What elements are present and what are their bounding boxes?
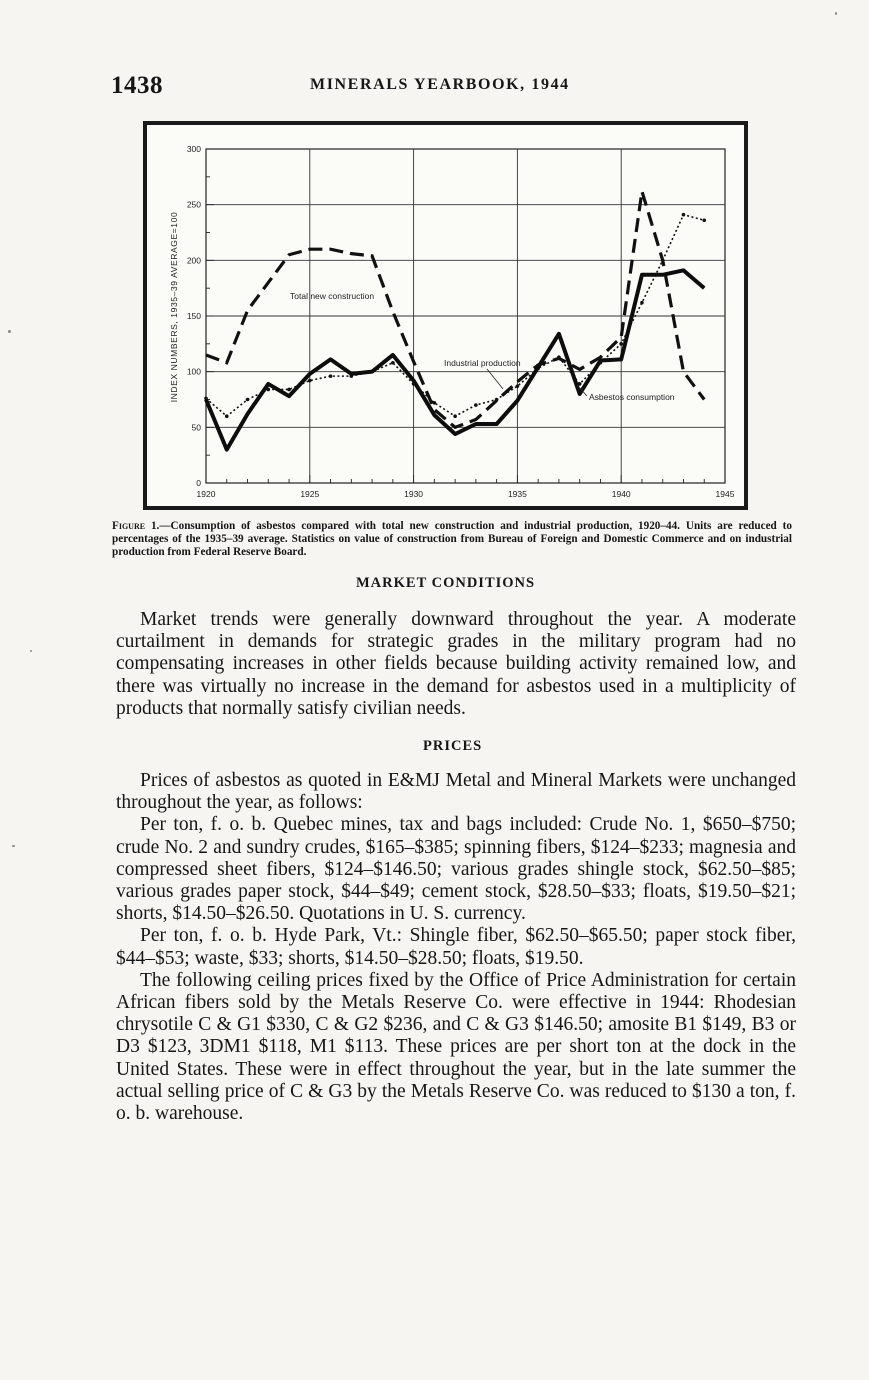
- prices-body: [116, 770, 796, 1125]
- x-tick-label: 1930: [404, 489, 424, 499]
- market-conditions-body: [116, 609, 796, 720]
- data-point-industrial-production: [391, 361, 395, 365]
- x-tick-label: 1920: [196, 489, 216, 499]
- data-point-industrial-production: [246, 398, 250, 402]
- heading-market-conditions: MARKET CONDITIONS: [356, 575, 536, 591]
- scan-speck: [30, 650, 32, 652]
- data-point-industrial-production: [640, 301, 644, 305]
- data-point-industrial-production: [308, 379, 312, 383]
- data-point-industrial-production: [495, 398, 499, 402]
- data-point-industrial-production: [287, 388, 291, 392]
- caption-text: —Consumption of asbestos compared with total new construction and industrial production, 1920–44. Units are reduced to percentages of the 1935–39 average. Statistics on value of construction from Bureau of Foreign and Domestic Commerce and on industrial production from Federal Reserve Board.: [112, 520, 792, 558]
- scan-speck: [8, 330, 11, 333]
- data-point-industrial-production: [516, 384, 520, 388]
- chart-grid: [206, 149, 725, 483]
- y-tick-label: 0: [196, 478, 201, 488]
- data-point-industrial-production: [433, 401, 437, 405]
- data-point-industrial-production: [702, 218, 706, 222]
- running-title: MINERALS YEARBOOK, 1944: [310, 76, 570, 93]
- data-point-industrial-production: [474, 403, 478, 407]
- data-point-industrial-production: [557, 355, 561, 359]
- paragraph: The following ceiling prices fixed by the Office of Price Administration for certain African fibers sold by the Metals Reserve Co. were effective in 1944: Rhodesian chrysotile C & G1 $330, C & G2 $236, and C & G3 $146.50; amosite B1 $149, B3 or D3 $123, 3DM1 $118, M1 $113. These prices are per short ton at the dock in the United States. These were in effect throughout the year, but in the late summer the actual selling price of C & G3 by the Metals Reserve Co. was reduced to $130 a ton, f. o. b. warehouse.: [116, 969, 796, 1125]
- line-chart: [147, 125, 744, 506]
- data-point-industrial-production: [225, 414, 229, 418]
- label-total-new-construction: Total new construction: [290, 291, 375, 301]
- paragraph: Prices of asbestos as quoted in E&MJ Metal and Mineral Markets were unchanged throughout the year, as follows:: [116, 770, 796, 814]
- paragraph: Market trends were generally downward throughout the year. A moderate curtailment in demands for strategic grades in the military program had no compensating increases in other fields because building activity remained low, and there was virtually no increase in the demand for asbestos used in a multiplicity of products that normally satisfy civilian needs.: [116, 609, 796, 719]
- paragraph: Per ton, f. o. b. Quebec mines, tax and bags included: Crude No. 1, $650–$750; crude No. 2 and sundry crudes, $165–$385; spinning fibers, $124–$233; magnesia and compressed sheet fibers, $124–$146.50; various grades shingle stock, $62.50–$85; various grades paper stock, $44–$49; cement stock, $28.50–$33; floats, $19.50–$21; shorts, $14.50–$26.50. Quotations in U. S. currency.: [116, 814, 796, 925]
- page-number: 1438: [111, 72, 163, 99]
- data-point-industrial-production: [619, 342, 623, 346]
- y-tick-label: 200: [186, 255, 201, 266]
- data-point-industrial-production: [453, 414, 457, 418]
- y-tick-label: 100: [186, 366, 201, 377]
- series-line-industrial-production: [206, 215, 704, 417]
- caption-label: Figure 1.: [112, 520, 160, 532]
- chart-series: [204, 191, 706, 449]
- y-tick-label: 250: [186, 199, 201, 210]
- x-tick-label: 1940: [611, 489, 631, 499]
- data-point-industrial-production: [661, 259, 665, 263]
- y-tick-label: 50: [191, 422, 201, 433]
- data-point-industrial-production: [329, 374, 333, 378]
- figure-1: [143, 121, 748, 510]
- data-point-industrial-production: [682, 213, 686, 217]
- scan-speck: [835, 12, 837, 15]
- x-tick-label: 1925: [300, 489, 320, 499]
- x-tick-label: 1945: [715, 489, 735, 499]
- y-tick-label: 300: [186, 144, 201, 154]
- paragraph: Per ton, f. o. b. Hyde Park, Vt.: Shingle fiber, $62.50–$65.50; paper stock fiber, $44–$53; waste, $33; shorts, $14.50–$28.50; floats, $19.50.: [116, 925, 796, 969]
- x-tick-label: 1935: [507, 489, 527, 499]
- y-tick-label: 150: [186, 311, 201, 321]
- label-asbestos-consumption: Asbestos consumption: [589, 392, 675, 402]
- y-axis-label: INDEX NUMBERS, 1935–39 AVERAGE=100: [169, 211, 179, 403]
- scan-speck: [12, 845, 15, 847]
- label-industrial-production: Industrial production: [444, 358, 521, 368]
- figure-caption: [112, 520, 792, 559]
- chart-ticks: [187, 144, 735, 499]
- heading-prices: PRICES: [423, 738, 483, 754]
